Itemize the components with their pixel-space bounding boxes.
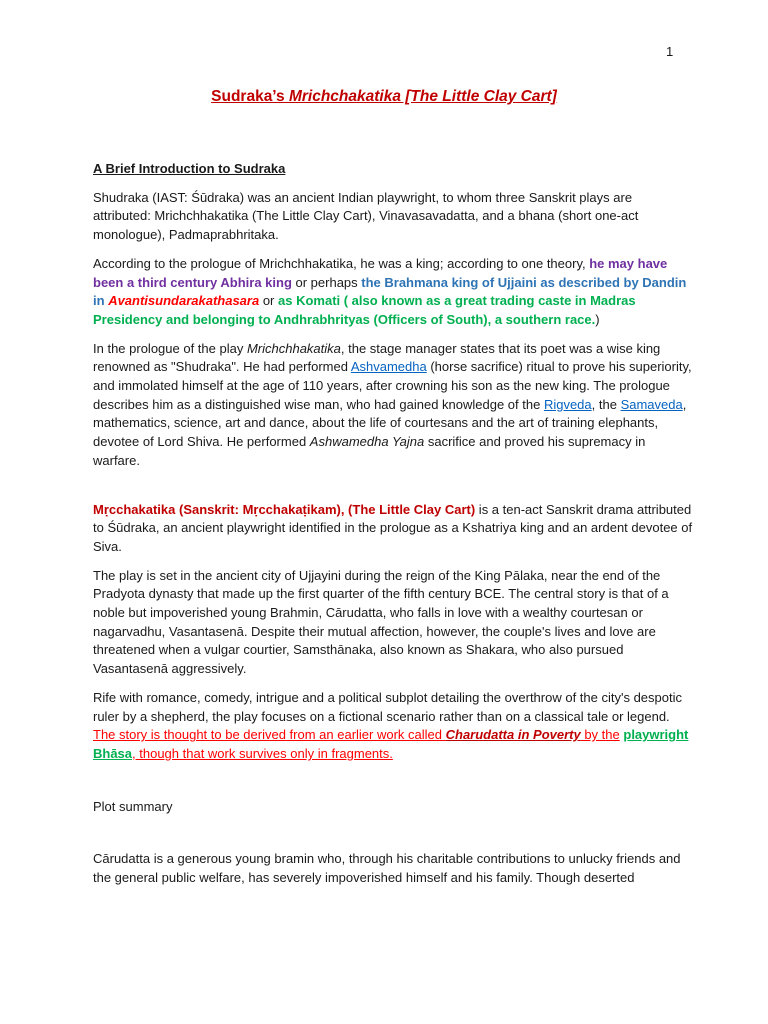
plot-summary-heading: Plot summary (93, 798, 173, 814)
highlight-red-underline: by the (580, 727, 620, 743)
title-italic: Mrichchakatika [The Little Clay Cart] (288, 88, 557, 105)
text-run: or perhaps (291, 274, 362, 290)
highlight-blue: the Brahmana king of Ujjaini as described by Dandin in (93, 274, 687, 309)
text-run: is a ten-act Sanskrit drama attributed to Śūdraka, an ancient playwright identified in the prologue as a Kshatriya king and an ardent devotee of Siva. (93, 501, 693, 554)
paragraph-stage-manager (93, 340, 693, 471)
highlight-purple: he may have been a third century Abhira king (93, 255, 668, 290)
paragraph-intro: Shudraka (IAST: Śūdraka) was an ancient Indian playwright, to whom three Sanskrit plays are attributed: Mrichchhakatika (The Little Clay Cart), Vinavasavadatta, and a bhana (short one-act monologue), Padmaprabhritaka. (93, 189, 639, 243)
highlight-red-italic: Avantisundarakathasara (108, 293, 260, 309)
text-run: , mathematics, science, art and dance, about the life of courtesans and the art of training elephants, devotee of Lord Shiva. He performed (93, 396, 687, 450)
title-prefix: Sudraka’s (211, 88, 289, 105)
text-run: Rife with romance, comedy, intrigue and a political subplot detailing the overthrow of the city's despotic ruler by a shepherd, the play focuses on a fictional scenario rather than on a classical tale or legend. (93, 689, 682, 724)
link-samaveda[interactable]: Samaveda (620, 396, 683, 412)
highlight-red-underline: , though that work survives only in fragments. (132, 745, 393, 761)
intro-heading: A Brief Introduction to Sudraka (93, 161, 286, 176)
document-body (93, 160, 693, 898)
text-run: In the prologue of the play (93, 340, 247, 356)
text-run: According to the prologue of Mrichchhakatika, he was a king; according to one theory, (93, 255, 590, 271)
italic-ashwamedha-yajna: Ashwamedha Yajna (309, 434, 425, 450)
text-run: or (259, 293, 278, 309)
text-run: , the (591, 396, 621, 412)
italic-play-title: Mrichchhakatika (246, 340, 341, 356)
text-run: ) (595, 311, 600, 327)
paragraph-romance (93, 689, 693, 764)
paragraph-setting: The play is set in the ancient city of Ujjayini during the reign of the King Pālaka, near the end of the Pradyota dynasty that made up the first quarter of the fifth century BCE. The central story is that of a noble but impoverished young Brahmin, Cārudatta, who falls in love with a wealthy courtesan or nagarvadhu, Vasantasenā. Despite their mutual affection, however, the couple's lives and love are threatened when a vulgar courtier, Samsthānaka, also known as Shakara, who also pursued Vasantasenā aggressively. (93, 567, 669, 677)
link-ashvamedha[interactable]: Ashvamedha (350, 359, 427, 375)
text-run: sacrifice and proved his supremacy in warfare. (93, 434, 646, 468)
text-run: , the stage manager states that its poet was a wise king renowned as "Shudraka". He had performed (93, 340, 661, 375)
link-rigveda[interactable]: Rigveda (543, 396, 592, 412)
paragraph-prologue-theories (93, 255, 693, 330)
highlight-green: as Komati ( also known as a great trading caste in Madras Presidency and belonging to Andhrabhrityas (Officers of South), a southern race. (93, 293, 636, 327)
highlight-red: Mṛcchakatika (Sanskrit: Mṛcchakaṭikam), (The Little Clay Cart) (93, 501, 476, 517)
page-number: 1 (666, 44, 674, 59)
paragraph-mrcchakatika (93, 501, 693, 557)
text-run: (horse sacrifice) ritual to prove his superiority, and immolated himself at the age of 110 years, after crowning his son as the new king. The prologue describes him as a distinguished wise man, who had gained knowledge of the (93, 359, 692, 412)
document-title (0, 88, 768, 106)
highlight-red-underline: The story is thought to be derived from an earlier work called (93, 727, 446, 743)
highlight-green-underline: playwright Bhāsa (93, 727, 689, 761)
highlight-red-bold-italic: Charudatta in Poverty (445, 727, 581, 743)
paragraph-plot: Cārudatta is a generous young bramin who, through his charitable contributions to unlucky friends and the general public welfare, has severely impoverished himself and his family. Though deserted (93, 851, 681, 886)
